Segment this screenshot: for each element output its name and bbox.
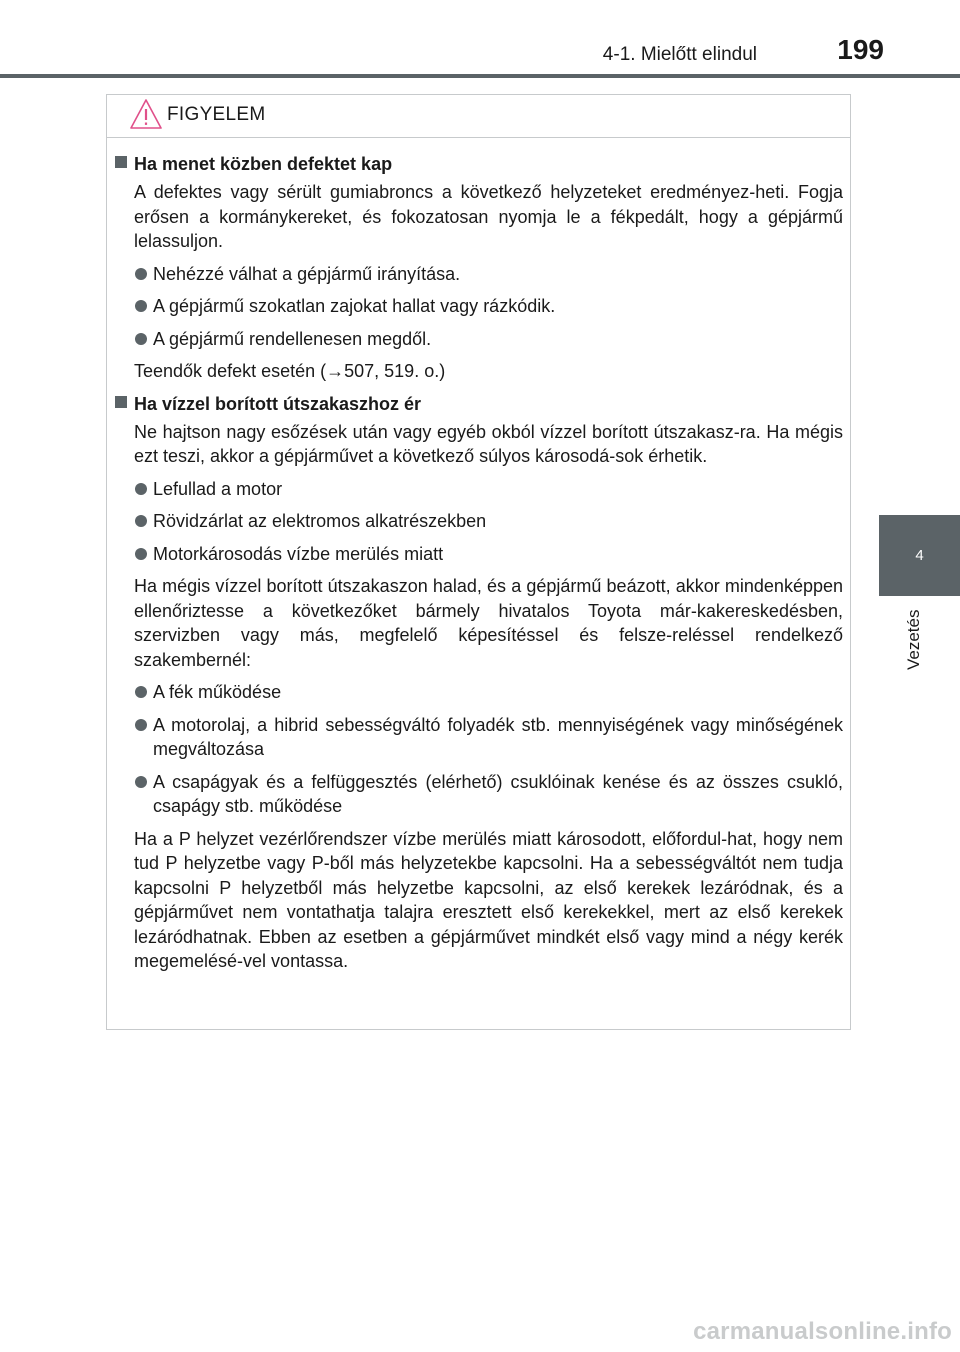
warning-triangle-icon [129,98,163,135]
bullet-dot-icon [135,483,147,495]
bullet-dot-icon [135,719,147,731]
bullet-dot-icon [135,268,147,280]
bullet-dot-icon [135,548,147,560]
square-bullet-icon [115,396,127,408]
list-item: A motorolaj, a hibrid sebességváltó folyadék stb. mennyiségének vagy minőségének megváltozása [134,713,843,762]
page-reference: Teendők defekt esetén (→507, 519. o.) [134,361,446,381]
chapter-tab[interactable] [879,515,960,596]
paragraph: Ha a P helyzet vezérlőrendszer vízbe merülés miatt károsodott, előfordul-hat, hogy nem tud P helyzetbe vagy P-ből más helyzetekbe kapcsolni. Ha a sebességváltót nem tudja kapcsolni P helyzetből más helyzetbe kapcsolni, az első kerekek lezáródnak, és a gépjárművet nem vontathatja talajra eresztett első kerekekkel, mert az első kerekek lezáródhatnak. Ebben az esetben a gépjárművet mindkét első vagy mind a négy kerék megemelésé-vel vontassa. [134,828,843,971]
page-number: 199 [837,34,884,65]
list-item: Motorkárosodás vízbe merülés miatt [134,542,843,567]
section-heading: Ha menet közben defektet kap [107,152,852,176]
warning-header [107,95,850,138]
list-item: A gépjármű szokatlan zajokat hallat vagy rázkódik. [134,294,843,319]
paragraph: Ha mégis vízzel borított útszakaszon halad, és a gépjármű beázott, akkor mindenképpen ellenőriztesse a következőket bármely hivatalos Toyota már-kakereskedésben, szervizben vagy más, megfelelő képesítéssel és felsze-reléssel rendelkező szakembernél: [134,576,843,670]
section-heading: Ha vízzel borított útszakaszhoz ér [107,392,852,416]
bullet-dot-icon [135,776,147,788]
bullet-dot-icon [135,300,147,312]
bullet-dot-icon [135,515,147,527]
warning-box [106,94,851,1030]
paragraph: A defektes vagy sérült gumiabroncs a következő helyzeteket eredményez-heti. Fogja erősen a kormánykereket, és fokozatosan nyomja le a fékpedált, hogy a gépjármű lelassuljon. [134,182,843,251]
chapter-label: Vezetés [904,610,923,671]
list-item: Lefullad a motor [134,477,843,502]
list-item: Nehézzé válhat a gépjármű irányítása. [134,262,843,287]
header-rule [0,74,960,78]
warning-content [107,152,852,982]
bullet-dot-icon [135,686,147,698]
section-title: 4-1. Mielőtt elindul [602,44,757,65]
paragraph: Ne hajtson nagy esőzések után vagy egyéb okból vízzel borított útszakasz-ra. Ha mégis ezt teszi, akkor a gépjárművet a következő súlyos károsodá-sok érhetik. [134,421,843,466]
list-item: A csapágyak és a felfüggesztés (elérhető) csuklóinak kenése és az összes csukló, csapágy stb. működése [134,770,843,819]
watermark: carmanualsonline.info [693,1318,952,1345]
warning-title: FIGYELEM [167,104,266,125]
bullet-dot-icon [135,333,147,345]
list-item: Rövidzárlat az elektromos alkatrészekben [134,509,843,534]
square-bullet-icon [115,156,127,168]
list-item: A fék működése [134,680,843,705]
list-item: A gépjármű rendellenesen megdől. [134,327,843,352]
chapter-number: 4 [915,547,924,564]
